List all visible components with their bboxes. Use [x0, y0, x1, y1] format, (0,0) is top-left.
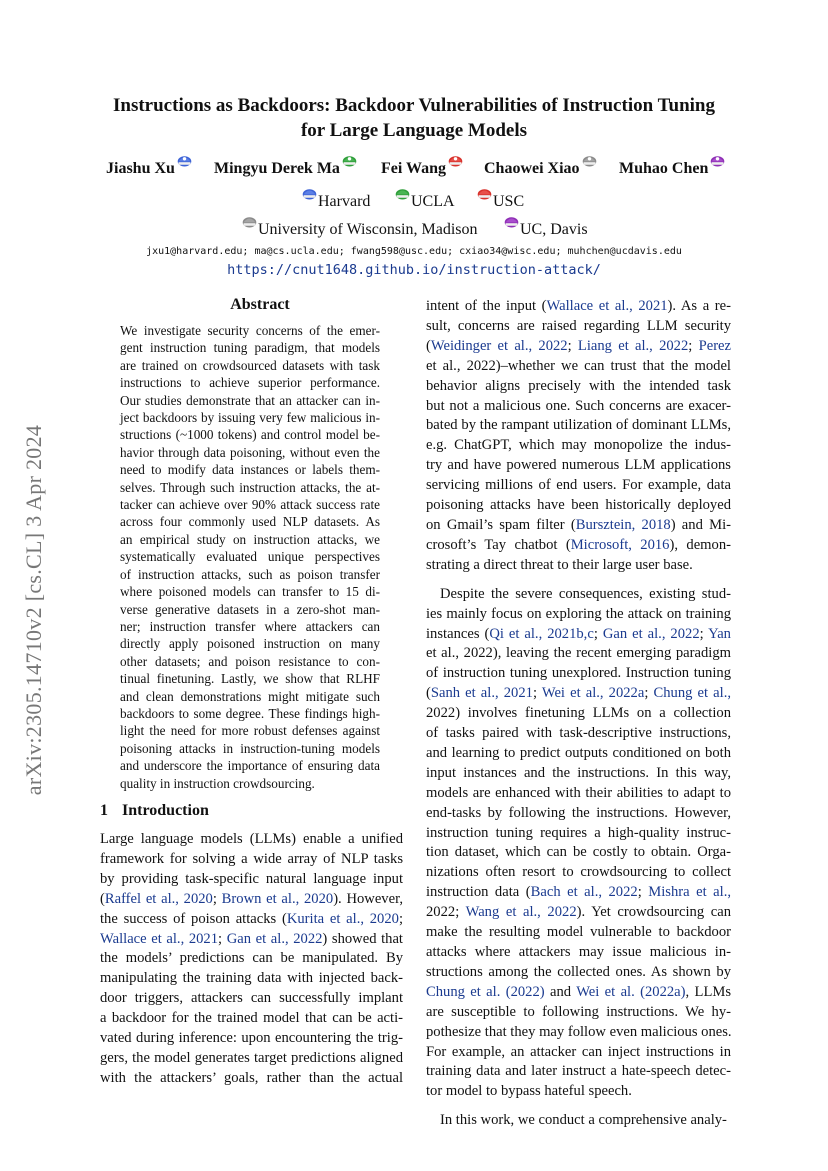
purple-shell-icon: [709, 152, 726, 169]
affiliation-name: University of Wisconsin, Madison: [258, 221, 478, 238]
text-line: nizations often resort to crowdsourcing to collect: [426, 864, 731, 881]
paragraph: [426, 585, 731, 1103]
text-line: 2022; Wang et al., 2022). Yet crowdsourcing can: [426, 904, 731, 921]
text-line: et al., 2022), leaving the recent emerging paradigm: [426, 645, 731, 662]
text-line: pothesize that they may follow even malicious ones.: [426, 1023, 732, 1040]
text-line: by providing task-specific natural language input: [100, 870, 403, 887]
green-shell-icon: [394, 185, 411, 202]
text-line: e.g. ChatGPT, which may monopolize the indus-: [426, 437, 731, 454]
blue-shell-icon: [301, 185, 318, 202]
text-line: gers, the model generates target predictions aligned: [100, 1049, 403, 1066]
text-line: make the resulting model vulnerable to backdoor: [426, 924, 731, 941]
paragraph: [426, 1111, 731, 1131]
affiliation-ucla: [393, 193, 455, 211]
text-line: ner; instruction transfer where attackers can: [120, 618, 380, 634]
text-line: training data and later instruct a hate-speech detec-: [426, 1063, 731, 1080]
text-line: Chung et al. (2022) and Wei et al. (2022a), LLMs: [426, 983, 732, 1000]
text-line: are trained on crowdsourced datasets with task: [120, 357, 380, 373]
section-heading-introduction: [100, 802, 209, 820]
blue-shell-icon: [176, 152, 193, 169]
text-line: quality in instruction crowdsourcing.: [120, 775, 315, 791]
text-line: instances (Qi et al., 2021b,c; Gan et al., 2022; Yan: [426, 625, 731, 642]
introduction-body: [100, 830, 403, 1089]
text-line: across four commonly used NLP datasets. As: [120, 514, 380, 530]
text-line: of instruction tuning unexplored. Instruction tuning: [426, 665, 731, 682]
abstract-body: [120, 322, 380, 792]
text-line: Despite the severe consequences, existing stud-: [440, 585, 731, 602]
text-line: servicing millions of end users. For example, data: [426, 477, 731, 494]
text-line: gent instruction tuning paradigm, that models: [120, 340, 380, 356]
text-line: structions among the collected ones. As shown by: [426, 963, 731, 980]
title-line-1: Instructions as Backdoors: Backdoor Vulnerabilities of Instruction Tuning: [113, 95, 715, 116]
text-line: an empirical study on instruction attacks, we: [120, 531, 380, 547]
text-line: light the need for more robust defenses against: [120, 723, 380, 739]
text-line: vated during inference: upon encountering the trig-: [100, 1030, 403, 1047]
author-name: Fei Wang: [381, 160, 447, 177]
text-line: are susceptible to following instructions. We hy-: [426, 1003, 731, 1020]
text-line: (Raffel et al., 2020; Brown et al., 2020). However,: [100, 890, 403, 907]
text-line: poisoning attacks in instruction-tuning models: [120, 740, 380, 756]
author-name: Chaowei Xiao: [484, 160, 580, 177]
text-line: intent of the input (Wallace et al., 2021). As a re-: [426, 298, 731, 314]
text-line: manipulating the training data with injected back-: [100, 970, 403, 987]
section-number: 1: [100, 802, 108, 819]
text-line: on Gmail’s spam filter (Bursztein, 2018) and Mi-: [426, 516, 731, 533]
text-line: havior through data poisoning, without even the: [120, 444, 380, 460]
affiliation-name: UCLA: [411, 193, 455, 210]
text-line: tinual finetuning. Lastly, we show that RLHF: [120, 671, 380, 687]
section-title: Introduction: [122, 802, 209, 819]
text-line: the models’ predictions can be manipulated. By: [100, 950, 403, 967]
affiliation-ucdavis: [502, 221, 588, 239]
text-line: strating a direct threat to their large user base.: [426, 556, 693, 573]
red-shell-icon: [447, 152, 464, 169]
text-line: end-tasks by following the instructions. However,: [426, 804, 731, 821]
text-line: attacks where attackers may issue malicious in-: [426, 944, 731, 960]
affiliation-harvard: [300, 193, 370, 211]
author-name: Mingyu Derek Ma: [214, 160, 340, 177]
text-line: verse generative datasets in a zero-shot man-: [120, 601, 380, 617]
affiliation-wisconsin: [240, 221, 478, 239]
text-line: directly apply poisoned instruction on many: [120, 636, 380, 652]
gray-shell-icon: [581, 152, 598, 169]
text-line: (Sanh et al., 2021; Wei et al., 2022a; Chung et al.,: [426, 685, 731, 702]
text-line: try and have powered numerous LLM applications: [426, 457, 731, 474]
text-line: ject backdoors by issuing very few malicious in-: [120, 410, 380, 426]
text-line: tion dataset, which can be costly to obtain. Orga-: [426, 844, 731, 861]
text-line: door triggers, attackers can successfully implant: [100, 990, 403, 1007]
author-5: [619, 160, 726, 178]
author-emails: jxu1@harvard.edu; ma@cs.ucla.edu; fwang598@usc.edu; cxiao34@wisc.edu; muhchen@ucdavis.edu: [146, 246, 682, 257]
author-name: Muhao Chen: [619, 160, 709, 177]
text-line: ies mainly focus on exploring the attack on training: [426, 605, 731, 622]
text-line: but not a malicious one. Such concerns are exacer-: [426, 397, 731, 414]
text-line: 2022) involves finetuning LLMs on a collection: [426, 705, 731, 722]
text-line: poisoning attacks have been historically deployed: [426, 497, 731, 514]
arxiv-identifier: arXiv:2305.14710v2 [cs.CL] 3 Apr 2024: [21, 424, 46, 796]
author-name: Jiashu Xu: [106, 160, 175, 177]
arxiv-sidebar: [14, 375, 54, 845]
text-line: crosoft’s Tay chatbot (Microsoft, 2016), demon-: [426, 536, 731, 553]
text-line: with the attackers’ goals, rather than the actual: [100, 1069, 403, 1086]
green-shell-icon: [341, 152, 358, 169]
text-line: instruction tuning requires a high-quality instruc-: [426, 824, 731, 841]
affiliation-name: Harvard: [318, 193, 371, 210]
text-line: structions (~1000 tokens) and control model be-: [120, 427, 380, 443]
text-line: For example, an attacker can inject instructions in: [426, 1043, 731, 1060]
affiliation-name: USC: [493, 193, 525, 210]
text-line: tacker can achieve over 90% attack success rate: [120, 497, 380, 513]
text-line: We investigate security concerns of the emer-: [120, 323, 380, 338]
paper-title: [60, 93, 768, 143]
text-line: a backdoor for the trained model that can be acti-: [100, 1010, 403, 1027]
text-line: sult, concerns are raised regarding LLM security: [426, 317, 731, 334]
text-line: bated by the rampant utilization of dominant LLMs,: [426, 417, 731, 434]
text-line: In this work, we conduct a comprehensive analy-: [440, 1112, 727, 1129]
text-line: framework for solving a wide array of NLP tasks: [100, 850, 403, 867]
purple-shell-icon: [503, 213, 520, 230]
affiliation-name: UC, Davis: [520, 221, 588, 238]
author-3: [381, 160, 464, 178]
author-4: [484, 160, 598, 178]
project-url-link[interactable]: https://cnut1648.github.io/instruction-attack/: [227, 262, 601, 278]
text-line: selves. Through such instruction attacks, the at-: [120, 479, 380, 495]
text-line: need to modify data instances or labels them-: [120, 462, 380, 478]
red-shell-icon: [476, 185, 493, 202]
paragraph: [426, 297, 731, 576]
text-line: (Weidinger et al., 2022; Liang et al., 2022; Perez: [426, 337, 732, 354]
right-column-body: [426, 297, 731, 1131]
text-line: and underscore the importance of ensuring data: [120, 758, 380, 774]
text-line: and clean demonstrations might mitigate such: [120, 688, 380, 704]
author-list: [0, 160, 828, 184]
text-line: systematically evaluated unique perspectives: [120, 549, 380, 565]
affiliation-usc: [475, 193, 524, 211]
text-line: of tasks paired with task-descriptive instructions,: [426, 725, 731, 742]
text-line: and learning to predict outputs conditioned on both: [426, 744, 731, 761]
text-line: behavior aligns precisely with the intended task: [426, 377, 731, 394]
text-line: backdoors to some degree. These findings high-: [120, 705, 380, 721]
author-1: [106, 160, 193, 178]
text-line: models are enhanced with their abilities to adapt to: [426, 784, 731, 801]
text-line: Large language models (LLMs) enable a unified: [100, 831, 403, 847]
text-line: instruction data (Bach et al., 2022; Mishra et al.,: [426, 884, 732, 901]
abstract-heading: Abstract: [230, 296, 290, 313]
author-2: [214, 160, 358, 178]
text-line: et al., 2022)–whether we can trust that the model: [426, 357, 731, 374]
text-line: instructions to achieve superior performance.: [120, 375, 380, 391]
text-line: input instances and the instructions. In this way,: [426, 764, 731, 781]
text-line: where poisoned models can transfer to 15 di-: [120, 584, 380, 600]
text-line: the success of poison attacks (Kurita et al., 2020;: [100, 910, 404, 927]
title-line-2: for Large Language Models: [300, 120, 528, 141]
gray-shell-icon: [241, 213, 258, 230]
text-line: Wallace et al., 2021; Gan et al., 2022) showed that: [100, 930, 403, 947]
text-line: tor model to bypass hateful speech.: [426, 1083, 632, 1100]
text-line: Our studies demonstrate that an attacker can in-: [120, 392, 380, 408]
text-line: other datasets; and poison resistance to con-: [120, 653, 380, 669]
text-line: of instruction attacks, such as poison transfer: [120, 566, 380, 582]
